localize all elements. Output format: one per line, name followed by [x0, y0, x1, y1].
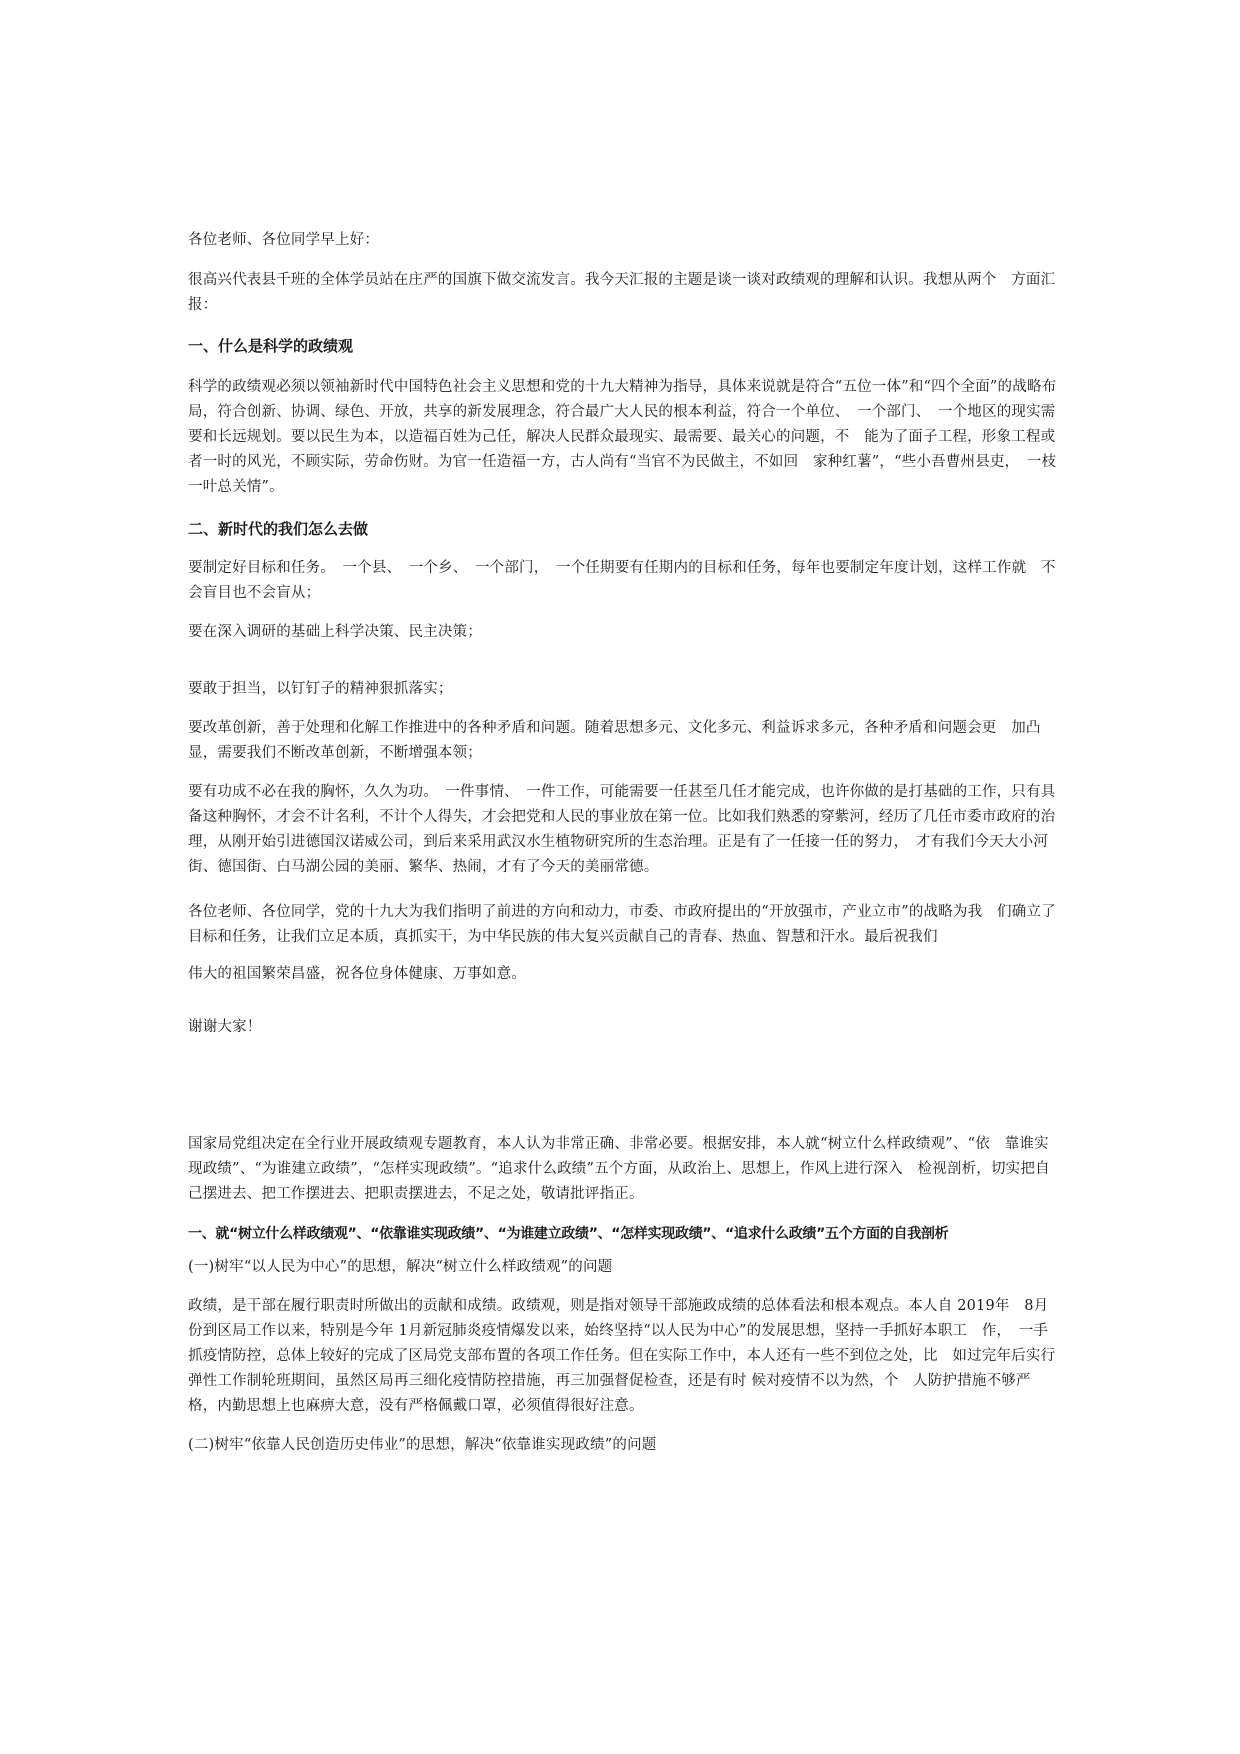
report-intro: 国家局党组决定在全行业开展政绩观专题教育，本人认为非常正确、非常必要。根据安排，本人就“树立什么样政绩观”、“依 靠谁实现政绩”、“为谁建立政绩”，“怎样实现政绩”。“追求什么政绩”五个方面，从政治上、思想上，作风上进行深入 检视剖析，切实把自己摆进去、把工作摆进去、把职责摆进去，不足之处，敬请批评指正。	[188, 1136, 1050, 1202]
speech-heading-1: 一、什么是科学的政绩观	[188, 337, 354, 355]
speech-closing-2: 伟大的祖国繁荣昌盛，祝各位身体健康、万事如意。	[188, 966, 527, 982]
speech-item-5: 要有功成不必在我的胸怀，久久为功。 一件事情、 一件工作，可能需要一任甚至几任才能完成，也许你做的是打基础的工作，只有具备这种胸怀，才会不计名利，不计个人得失，才会把党和人民的事业放在第一位。比如我们熟悉的穿紫河，经历了几任市委市政府的治理，从刚开始引进德国汉诺威公司，到后来采用武汉水生植物研究所的生态治理。正是有了一任接一任的努力， 才有我们今天大小河街、德国街、白马湖公园的美丽、繁华、热闹，才有了今天的美丽常德。	[188, 784, 1056, 875]
report-heading-1: 一、就“树立什么样政绩观”、“依靠谁实现政绩”、“为谁建立政绩”、“怎样实现政绩”、“追求什么政绩”五个方面的自我剖析	[188, 1226, 949, 1242]
speech-paragraph-1: 科学的政绩观必须以领袖新时代中国特色社会主义思想和党的十九大精神为指导，具体来说就是符合“五位一体”和“四个全面”的战略布局，符合创新、协调、绿色、开放，共享的新发展理念，符合最广大人民的根本利益，符合一个单位、 一个部门、 一个地区的现实需要和长远规划。要以民生为本，以造福百姓为己任，解决人民群众最现实、最需要、最关心的问题，不 能为了面子工程，形象工程或者一时的风光，不顾实际，劳命伤财。为官一任造福一方，古人尚有“当官不为民做主，不如回 家种红薯”，“些小吾曹州县吏， 一枝一叶总关情”。	[188, 379, 1057, 495]
speech-thanks: 谢谢大家！	[188, 1019, 262, 1035]
speech-greeting: 各位老师、各位同学早上好：	[188, 232, 380, 248]
speech-intro: 很高兴代表县千班的全体学员站在庄严的国旗下做交流发言。我今天汇报的主题是谈一谈对政绩观的理解和认识。我想从两个 方面汇报：	[188, 272, 1056, 313]
report-paragraph-1: 政绩，是干部在履行职责时所做出的贡献和成绩。政绩观，则是指对领导干部施政成绩的总体看法和根本观点。本人自 2019年 8月份到区局工作以来，特别是今年 1月新冠肺炎疫情爆发以来，始终坚持“以人民为中心”的发展思想，坚持一手抓好本职工 作， 一手抓疫情防控，总体上较好的完成了区局党支部布置的各项工作任务。但在实际工作中，本人还有一些不到位之处，比 如过完年后实行弹性工作制轮班期间，虽然区局再三细化疫情防控措施，再三加强督促检查，还是有时 候对疫情不以为然，个 人防护措施不够严格，内勤思想上也麻痹大意，没有严格佩戴口罩，必须值得很好注意。	[188, 1298, 1056, 1414]
speech-heading-2: 二、新时代的我们怎么去做	[188, 520, 369, 538]
report-subheading-2: (二)树牢“依靠人民创造历史伟业”的思想，解决“依靠谁实现政绩”的问题	[188, 1437, 657, 1453]
document-page	[188, 228, 1058, 1458]
speech-closing-1: 各位老师、各位同学，党的十九大为我们指明了前进的方向和动力，市委、市政府提出的“开放强市，产业立市”的战略为我 们确立了目标和任务，让我们立足本质，真抓实干，为中华民族的伟大复兴贡献自己的青春、热血、智慧和汗水。最后祝我们	[188, 904, 1056, 945]
speech-item-3: 要敢于担当，以钉钉子的精神狠抓落实；	[188, 681, 453, 697]
report-subheading-1: (一)树牢“以人民为中心”的思想，解决“树立什么样政绩观”的问题	[188, 1259, 613, 1275]
speech-item-1: 要制定好目标和任务。 一个县、 一个乡、 一个部门， 一个任期要有任期内的目标和任务，每年也要制定年度计划，这样工作就 不会盲目也不会盲从；	[188, 560, 1056, 601]
speech-item-2: 要在深入调研的基础上科学决策、民主决策；	[188, 624, 482, 640]
speech-item-4: 要改革创新，善于处理和化解工作推进中的各种矛盾和问题。随着思想多元、文化多元、利益诉求多元，各种矛盾和问题会更 加凸显，需要我们不断改革创新，不断增强本领；	[188, 720, 1041, 761]
